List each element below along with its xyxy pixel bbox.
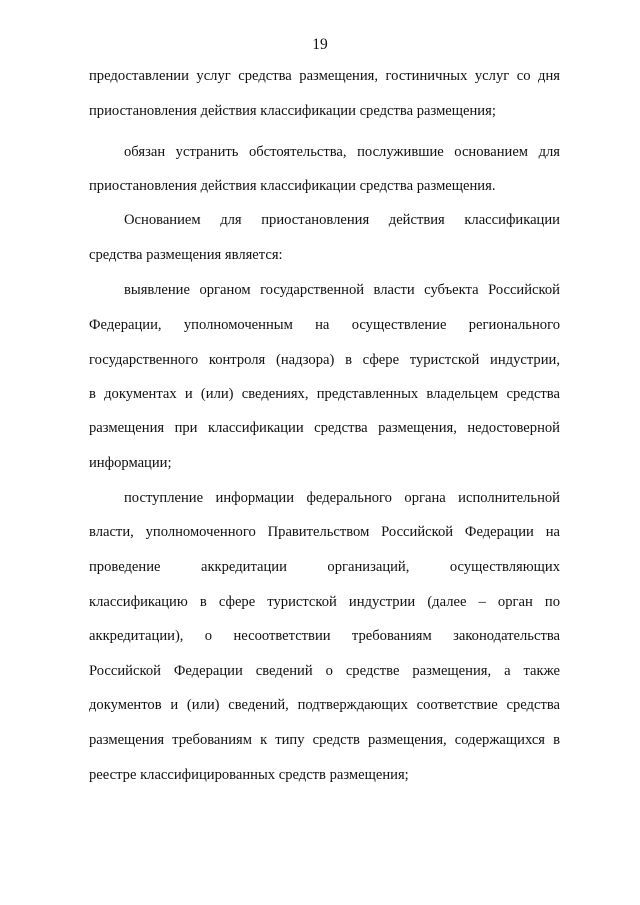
text-line: приостановления действия классификации средства размещения; — [89, 103, 496, 119]
text-line: средства размещения является: — [89, 247, 283, 263]
text-line: Федерации, уполномоченным на осуществление регионального — [89, 317, 560, 333]
text-line: поступление информации федерального органа исполнительной — [124, 490, 560, 506]
text-line: приостановления действия классификации средства размещения. — [89, 178, 496, 194]
text-line: Основанием для приостановления действия классификации — [124, 212, 560, 228]
text-line: власти, уполномоченного Правительством Российской Федерации на — [89, 524, 560, 540]
text-line: государственного контроля (надзора) в сфере туристской индустрии, — [89, 352, 560, 368]
text-line: размещения требованиям к типу средств размещения, содержащихся в — [89, 732, 560, 748]
text-line: документов и (или) сведений, подтверждающих соответствие средства — [89, 697, 560, 713]
text-line: размещения при классификации средства размещения, недостоверной — [89, 420, 560, 436]
text-line: реестре классифицированных средств размещения; — [89, 767, 409, 783]
text-line: предоставлении услуг средства размещения, гостиничных услуг со дня — [89, 68, 560, 84]
page-number: 19 — [312, 36, 328, 53]
text-line: классификацию в сфере туристской индустрии (далее – орган по — [89, 594, 560, 610]
text-line: обязан устранить обстоятельства, послужившие основанием для — [124, 144, 560, 160]
text-line: информации; — [89, 455, 172, 471]
text-line: проведение аккредитации организаций, осуществляющих — [89, 559, 560, 575]
text-line: Российской Федерации сведений о средстве размещения, а также — [89, 663, 560, 679]
text-line: выявление органом государственной власти субъекта Российской — [124, 282, 560, 298]
text-line: аккредитации), о несоответствии требованиям законодательства — [89, 628, 560, 644]
text-line: в документах и (или) сведениях, представленных владельцем средства — [89, 386, 560, 402]
